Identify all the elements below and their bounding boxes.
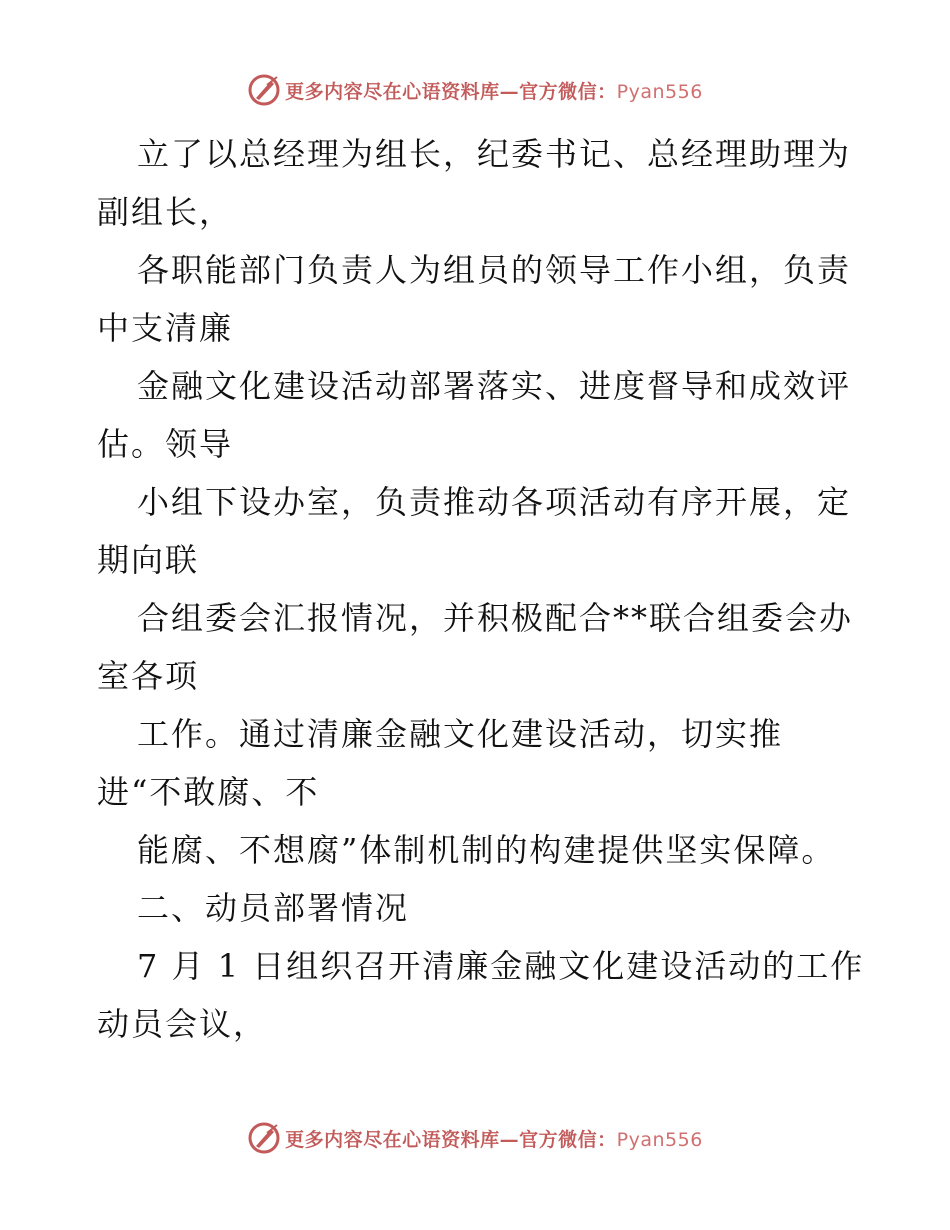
text-line: 估。领导 [97, 425, 234, 463]
text-line: 小组下设办室，负责推动各项活动有序开展，定 [137, 483, 852, 521]
quill-logo-icon [247, 1121, 281, 1155]
banner-text: 更多内容尽在心语资料库—官方微信：Pyan556 [285, 1128, 703, 1151]
text-line: 中支清廉 [97, 309, 234, 347]
document-body [97, 125, 865, 1053]
footer-banner [0, 1118, 950, 1158]
text-line: 工作。通过清廉金融文化建设活动，切实推 [137, 715, 784, 753]
text-line: 室各项 [97, 657, 200, 695]
header-banner [0, 70, 950, 110]
text-line: 动员会议， [97, 1005, 268, 1043]
text-line: 各职能部门负责人为组员的领导工作小组，负责 [137, 251, 852, 289]
text-line: 7 月 1 日组织召开清廉金融文化建设活动的工作 [137, 947, 865, 985]
text-line: 合组委会汇报情况，并积极配合**联合组委会办 [137, 599, 854, 637]
banner-text: 更多内容尽在心语资料库—官方微信：Pyan556 [285, 80, 703, 103]
section-heading: 二、动员部署情况 [137, 889, 410, 927]
text-line: 进“不敢腐、不 [97, 773, 320, 811]
wechat-id: Pyan556 [616, 1128, 703, 1151]
quill-logo-icon [247, 73, 281, 107]
text-line: 期向联 [97, 541, 200, 579]
text-line: 能腐、不想腐”体制机制的构建提供坚实保障。 [137, 831, 836, 869]
text-line: 立了以总经理为组长，纪委书记、总经理助理为 [137, 135, 852, 173]
wechat-id: Pyan556 [616, 80, 703, 103]
text-line: 金融文化建设活动部署落实、进度督导和成效评 [137, 367, 852, 405]
text-line: 副组长， [97, 193, 234, 231]
